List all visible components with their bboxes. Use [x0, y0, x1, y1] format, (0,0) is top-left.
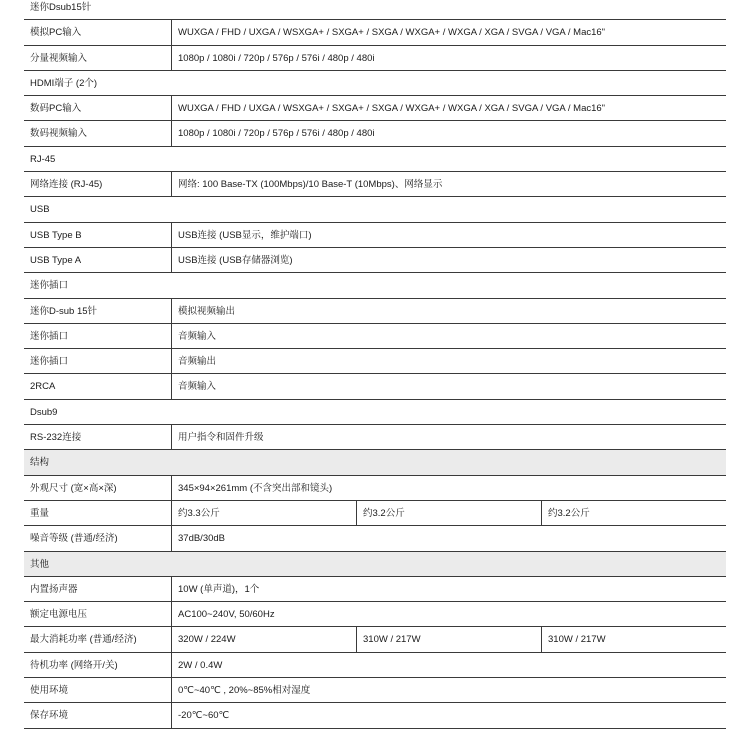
spec-value: 10W (单声道)，1个 [178, 583, 260, 595]
spec-row [24, 627, 726, 652]
section-header: RJ-45 [24, 147, 726, 172]
spec-row [24, 248, 726, 273]
spec-row [24, 46, 726, 71]
spec-value: 网络: 100 Base-TX (100Mbps)/10 Base-T (10Mbps)、网络显示 [178, 179, 443, 191]
spec-label: USB Type A [24, 248, 172, 272]
spec-value: 音频输入 [178, 381, 217, 393]
spec-label: 外观尺寸 (宽×高×深) [24, 476, 172, 500]
spec-value: WUXGA / FHD / UXGA / WSXGA+ / SXGA+ / SXGA / WXGA+ / WXGA / XGA / SVGA / VGA / Mac16" [178, 103, 606, 115]
spec-label: 内置扬声器 [24, 577, 172, 601]
spec-row [24, 172, 726, 197]
spec-label: USB Type B [24, 223, 172, 247]
spec-value: 约3.2公斤 [548, 507, 590, 519]
spec-value: 音频输入 [178, 330, 217, 342]
spec-row [24, 96, 726, 121]
spec-table [24, 0, 726, 729]
spec-value: 320W / 224W [172, 627, 357, 651]
spec-label: 迷你D-sub 15针 [24, 299, 172, 323]
spec-value: 310W / 217W [548, 634, 606, 646]
section-header: Dsub9 [24, 400, 726, 425]
spec-value: 用户指令和固件升级 [178, 432, 264, 444]
spec-row [24, 121, 726, 146]
spec-row [24, 678, 726, 703]
spec-value: USB连接 (USB显示，维护端口) [178, 229, 312, 241]
spec-label: 数码视频输入 [24, 121, 172, 145]
spec-row [24, 223, 726, 248]
spec-value: 37dB/30dB [178, 533, 226, 545]
spec-label: 额定电源电压 [24, 602, 172, 626]
spec-label: 模拟PC输入 [24, 20, 172, 44]
spec-label: 迷你插口 [24, 324, 172, 348]
spec-value: 0℃~40℃ , 20%~85%相对湿度 [178, 685, 311, 697]
spec-value: WUXGA / FHD / UXGA / WSXGA+ / SXGA+ / SXGA / WXGA+ / WXGA / XGA / SVGA / VGA / Mac16" [178, 27, 606, 39]
spec-row [24, 324, 726, 349]
spec-label: 待机功率 (网络开/关) [24, 653, 172, 677]
spec-row [24, 476, 726, 501]
spec-label: 使用环境 [24, 678, 172, 702]
spec-label: 网络连接 (RJ-45) [24, 172, 172, 196]
section-header: 迷你Dsub15针 [24, 0, 726, 20]
spec-value: 约3.3公斤 [172, 501, 357, 525]
spec-row [24, 299, 726, 324]
spec-row [24, 703, 726, 728]
spec-label: 最大消耗功率 (普通/经济) [24, 627, 172, 651]
spec-label: 分量视频输入 [24, 46, 172, 70]
spec-value: 1080p / 1080i / 720p / 576p / 576i / 480p / 480i [178, 52, 375, 64]
spec-row [24, 20, 726, 45]
spec-value: USB连接 (USB存储器浏览) [178, 254, 293, 266]
spec-row [24, 374, 726, 399]
section-header: 其他 [24, 552, 726, 577]
spec-value: 345×94×261mm (不含突出部和镜头) [178, 482, 333, 494]
spec-label: 重量 [24, 501, 172, 525]
spec-value: 310W / 217W [357, 627, 542, 651]
spec-label: 数码PC输入 [24, 96, 172, 120]
spec-row [24, 602, 726, 627]
spec-label: 噪音等级 (普通/经济) [24, 526, 172, 550]
spec-row [24, 501, 726, 526]
spec-row [24, 349, 726, 374]
spec-label: RS-232连接 [24, 425, 172, 449]
spec-label: 迷你插口 [24, 349, 172, 373]
spec-value: 模拟视频输出 [178, 305, 236, 317]
spec-row [24, 653, 726, 678]
spec-value: 1080p / 1080i / 720p / 576p / 576i / 480p / 480i [178, 128, 375, 140]
spec-value: AC100~240V, 50/60Hz [178, 609, 275, 621]
spec-value: -20℃~60℃ [178, 710, 230, 722]
spec-value: 约3.2公斤 [357, 501, 542, 525]
spec-value: 音频输出 [178, 356, 217, 368]
section-header: 结构 [24, 450, 726, 475]
section-header: 迷你插口 [24, 273, 726, 298]
spec-value: 2W / 0.4W [178, 659, 223, 671]
spec-row [24, 425, 726, 450]
section-header: HDMI端子 (2个) [24, 71, 726, 96]
spec-row [24, 526, 726, 551]
spec-label: 2RCA [24, 374, 172, 398]
section-header: USB [24, 197, 726, 222]
spec-label: 保存环境 [24, 703, 172, 727]
spec-row [24, 577, 726, 602]
